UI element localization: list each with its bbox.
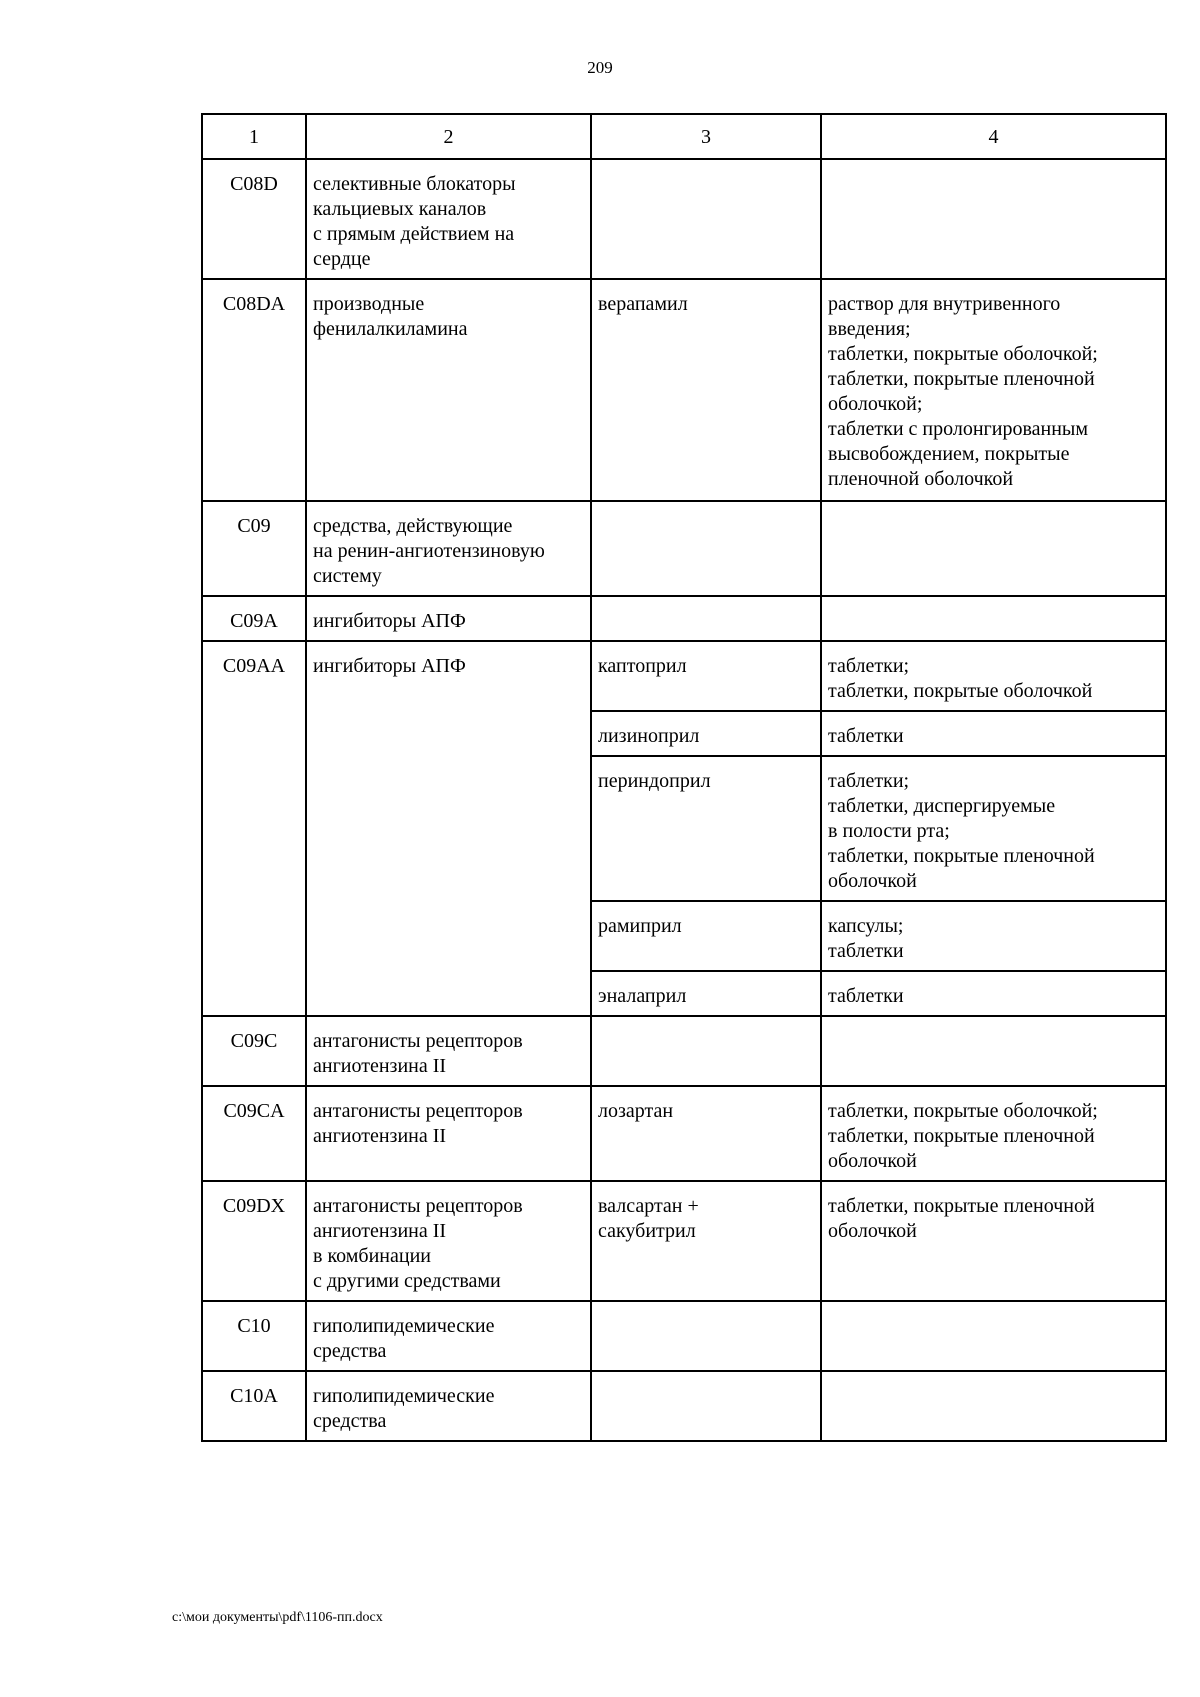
drug-name: лизиноприл — [591, 711, 821, 756]
drug-name — [591, 1016, 821, 1086]
group-name — [306, 641, 591, 1016]
text-line: с прямым действием на — [313, 223, 515, 245]
page-number: 209 — [587, 58, 613, 77]
text-line: таблетки — [828, 940, 904, 962]
text-line: антагонисты рецепторов — [313, 1100, 523, 1122]
dosage-forms — [821, 159, 1166, 279]
atc-code: C08D — [202, 159, 306, 279]
dosage-forms — [821, 1016, 1166, 1086]
text-line: с другими средствами — [313, 1270, 501, 1292]
drug-name — [591, 501, 821, 596]
text-line: ингибиторы АПФ — [313, 610, 466, 632]
table-row — [202, 1371, 1166, 1441]
dosage-forms — [821, 641, 1166, 711]
column-header: 4 — [821, 114, 1166, 159]
group-name — [306, 279, 591, 501]
table-row — [202, 596, 1166, 641]
text-line: таблетки, покрытые оболочкой; — [828, 1100, 1098, 1122]
dosage-forms — [821, 1371, 1166, 1441]
text-line: ангиотензина II — [313, 1220, 447, 1242]
column-header: 1 — [202, 114, 306, 159]
dosage-forms — [821, 1301, 1166, 1371]
text-line: таблетки, покрытые пленочной — [828, 1125, 1095, 1147]
text-line: кальциевых каналов — [313, 198, 487, 220]
group-name — [306, 501, 591, 596]
table-row — [202, 1301, 1166, 1371]
text-line: оболочкой; — [828, 393, 923, 415]
atc-code: C09C — [202, 1016, 306, 1086]
text-line: таблетки, покрытые оболочкой — [828, 680, 1093, 702]
text-line: средства — [313, 1340, 387, 1362]
text-line: валсартан + — [598, 1195, 699, 1217]
column-header: 3 — [591, 114, 821, 159]
drug-name — [591, 159, 821, 279]
atc-code: C09 — [202, 501, 306, 596]
dosage-forms — [821, 279, 1166, 501]
atc-code: C09CA — [202, 1086, 306, 1181]
text-line: введения; — [828, 318, 911, 340]
atc-code: C10 — [202, 1301, 306, 1371]
atc-code: C10A — [202, 1371, 306, 1441]
text-line: гиполипидемические — [313, 1385, 495, 1407]
text-line: таблетки; — [828, 770, 910, 792]
atc-code: C08DA — [202, 279, 306, 501]
text-line: таблетки, покрытые пленочной — [828, 368, 1095, 390]
dosage-forms — [821, 971, 1166, 1016]
text-line: оболочкой — [828, 1220, 917, 1242]
atc-code: C09AA — [202, 641, 306, 1016]
table-row — [202, 159, 1166, 279]
text-line: таблетки, покрытые пленочной — [828, 845, 1095, 867]
text-line: сердце — [313, 248, 371, 270]
dosage-forms — [821, 1086, 1166, 1181]
drug-name: верапамил — [591, 279, 821, 501]
text-line: в полости рта; — [828, 820, 950, 842]
drug-name: каптоприл — [591, 641, 821, 711]
table-row — [202, 279, 1166, 501]
group-name — [306, 159, 591, 279]
table-row — [202, 1181, 1166, 1301]
dosage-forms — [821, 901, 1166, 971]
footer-file-path: c:\мои документы\pdf\1106-пп.docx — [172, 1610, 383, 1625]
drug-name — [591, 1371, 821, 1441]
text-line: раствор для внутривенного — [828, 293, 1061, 315]
text-line: сакубитрил — [598, 1220, 696, 1242]
table-header-row — [202, 114, 1166, 159]
text-line: таблетки, покрытые оболочкой; — [828, 343, 1098, 365]
text-line: таблетки, покрытые пленочной — [828, 1195, 1095, 1217]
text-line: оболочкой — [828, 870, 917, 892]
table-row — [202, 501, 1166, 596]
group-name — [306, 1301, 591, 1371]
text-line: пленочной оболочкой — [828, 468, 1014, 490]
drug-name: лозартан — [591, 1086, 821, 1181]
column-header: 2 — [306, 114, 591, 159]
text-line: ингибиторы АПФ — [313, 655, 466, 677]
drug-name — [591, 1301, 821, 1371]
dosage-forms — [821, 501, 1166, 596]
text-line: антагонисты рецепторов — [313, 1030, 523, 1052]
text-line: средства — [313, 1410, 387, 1432]
text-line: селективные блокаторы — [313, 173, 516, 195]
text-line: антагонисты рецепторов — [313, 1195, 523, 1217]
text-line: в комбинации — [313, 1245, 431, 1267]
drug-name: периндоприл — [591, 756, 821, 901]
text-line: таблетки — [828, 985, 904, 1007]
drug-name — [591, 1181, 821, 1301]
group-name — [306, 596, 591, 641]
dosage-forms — [821, 1181, 1166, 1301]
text-line: оболочкой — [828, 1150, 917, 1172]
text-line: производные — [313, 293, 425, 315]
dosage-forms — [821, 756, 1166, 901]
dosage-forms — [821, 711, 1166, 756]
text-line: фенилалкиламина — [313, 318, 468, 340]
drug-name — [591, 596, 821, 641]
text-line: на ренин-ангиотензиновую — [313, 540, 545, 562]
text-line: гиполипидемические — [313, 1315, 495, 1337]
text-line: таблетки, диспергируемые — [828, 795, 1056, 817]
text-line: капсулы; — [828, 915, 904, 937]
drug-table — [201, 113, 1167, 1442]
table-row — [202, 1086, 1166, 1181]
group-name — [306, 1371, 591, 1441]
drug-name: эналаприл — [591, 971, 821, 1016]
text-line: таблетки — [828, 725, 904, 747]
text-line: систему — [313, 565, 382, 587]
dosage-forms — [821, 596, 1166, 641]
group-name — [306, 1181, 591, 1301]
group-name — [306, 1016, 591, 1086]
text-line: таблетки; — [828, 655, 910, 677]
drug-name: рамиприл — [591, 901, 821, 971]
table-row — [202, 641, 1166, 711]
text-line: средства, действующие — [313, 515, 513, 537]
atc-code: C09DX — [202, 1181, 306, 1301]
atc-code: C09A — [202, 596, 306, 641]
text-line: ангиотензина II — [313, 1125, 447, 1147]
group-name — [306, 1086, 591, 1181]
text-line: высвобождением, покрытые — [828, 443, 1070, 465]
table-row — [202, 1016, 1166, 1086]
text-line: ангиотензина II — [313, 1055, 447, 1077]
text-line: таблетки с пролонгированным — [828, 418, 1089, 440]
